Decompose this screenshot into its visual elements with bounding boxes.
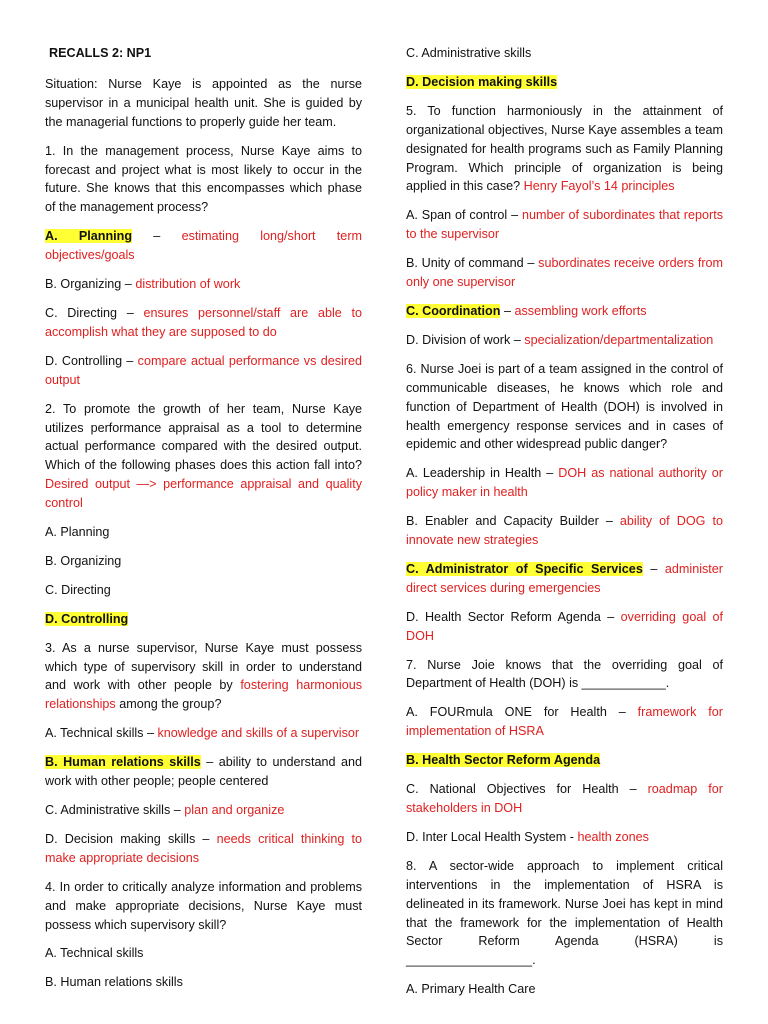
q5-a-label: A. Span of control – bbox=[406, 208, 522, 223]
q5-option-c bbox=[406, 302, 723, 321]
q6-answer-highlight: C. Administrator of Specific Services bbox=[406, 561, 643, 576]
q6-option-b bbox=[406, 512, 723, 550]
q3-option-c bbox=[45, 801, 362, 820]
q4-option-a: A. Technical skills bbox=[45, 946, 144, 961]
q1-option-c bbox=[45, 304, 362, 342]
q6-d-note: overriding goal of DOH bbox=[406, 609, 723, 643]
q6-option-c bbox=[406, 560, 723, 598]
q1-a-sep: – bbox=[132, 229, 182, 244]
q6-question: 6. Nurse Joei is part of a team assigned in the control of communicable diseases, he knows which role and function of Department of Health (DOH) is involved in health emergency response services and in cases of epidemic and other widespread public danger? bbox=[406, 361, 723, 452]
q6-d-label: D. Health Sector Reform Agenda – bbox=[406, 609, 621, 624]
q7-c-label: C. National Objectives for Health – bbox=[406, 782, 648, 797]
q7-answer-highlight: B. Health Sector Reform Agenda bbox=[406, 753, 601, 768]
q7-option-a bbox=[406, 703, 723, 741]
q2-question-note: Desired output —> performance appraisal and quality control bbox=[45, 477, 362, 511]
q5-question bbox=[406, 102, 723, 197]
q4-option-b: B. Human relations skills bbox=[45, 975, 183, 990]
q7-option-d bbox=[406, 828, 723, 847]
q7-d-note: health zones bbox=[577, 829, 649, 844]
q1-a-note: estimating long/short term objectives/goals bbox=[45, 229, 362, 263]
q4-option-c: C. Administrative skills bbox=[406, 46, 532, 60]
q3-d-label: D. Decision making skills – bbox=[45, 831, 217, 846]
q7-a-label: A. FOURmula ONE for Health – bbox=[406, 705, 638, 720]
q5-option-d bbox=[406, 331, 723, 350]
q3-question-text: 3. As a nurse supervisor, Nurse Kaye must possess which type of supervisory skill in order to understand and work with other people by bbox=[45, 640, 362, 693]
q3-answer-highlight: B. Human relations skills bbox=[45, 755, 201, 770]
q6-b-label: B. Enabler and Capacity Builder – bbox=[406, 514, 620, 529]
q7-a-note: framework for implementation of HSRA bbox=[406, 705, 723, 739]
q1-b-note: distribution of work bbox=[135, 277, 241, 292]
q3-a-note: knowledge and skills of a supervisor bbox=[157, 726, 360, 741]
q5-d-label: D. Division of work – bbox=[406, 332, 525, 347]
left-column bbox=[45, 44, 362, 1002]
q3-option-d bbox=[45, 830, 362, 868]
q8-question: 8. A sector-wide approach to implement critical interventions in the implementation of HSRA is delineated in its framework. Nurse Joei has kept in mind that the framework for the implementation of Health Sector Reform Agenda (HSRA) is __________________. bbox=[406, 858, 723, 968]
situation-text: Situation: Nurse Kaye is appointed as the nurse supervisor in a municipal health unit. She is guided by the managerial functions to properly guide her team. bbox=[45, 76, 362, 129]
q6-c-note: administer direct services during emergencies bbox=[406, 561, 723, 595]
page-title: RECALLS 2: NP1 bbox=[49, 46, 152, 60]
q6-option-d bbox=[406, 608, 723, 646]
q2-option-a: A. Planning bbox=[45, 525, 110, 540]
q3-b-rest: – ability to understand and work with other people; people centered bbox=[45, 755, 363, 789]
right-column bbox=[406, 44, 723, 1009]
q3-a-label: A. Technical skills – bbox=[45, 726, 158, 741]
q6-a-label: A. Leadership in Health – bbox=[406, 466, 559, 481]
q3-option-b bbox=[45, 753, 362, 791]
q3-c-note: plan and organize bbox=[184, 803, 285, 817]
q2-option-d bbox=[45, 610, 362, 629]
q2-question-text: 2. To promote the growth of her team, Nurse Kaye utilizes performance appraisal as a tool to determine actual performance compared with the desired output. Which of the following phases does this action fall into? bbox=[45, 401, 362, 473]
q3-d-note: needs critical thinking to make appropriate decisions bbox=[45, 831, 362, 865]
q1-option-d bbox=[45, 352, 362, 390]
q1-option-a bbox=[45, 227, 362, 265]
q1-answer-highlight: A. Planning bbox=[45, 229, 133, 244]
q7-question: 7. Nurse Joie knows that the overriding goal of Department of Health (DOH) is ____________. bbox=[406, 657, 723, 691]
q2-answer-highlight: D. Controlling bbox=[45, 611, 129, 626]
q1-c-label: C. Directing – bbox=[45, 305, 144, 320]
q7-option-b bbox=[406, 751, 723, 770]
q3-option-a bbox=[45, 724, 362, 743]
q1-b-label: B. Organizing – bbox=[45, 277, 136, 292]
q5-option-b bbox=[406, 254, 723, 292]
q5-a-note: number of subordinates that reports to the supervisor bbox=[406, 208, 723, 242]
q6-option-a bbox=[406, 464, 723, 502]
q1-d-label: D. Controlling – bbox=[45, 353, 138, 368]
q5-c-note: assembling work efforts bbox=[514, 303, 647, 318]
q2-question bbox=[45, 400, 362, 513]
q5-b-note: subordinates receive orders from only one supervisor bbox=[406, 256, 724, 290]
q5-question-note: Henry Fayol’s 14 principles bbox=[523, 179, 675, 194]
q5-answer-highlight: C. Coordination bbox=[406, 303, 501, 318]
q4-question: 4. In order to critically analyze information and problems and make appropriate decisions, Nurse Kaye must possess which supervisory skill? bbox=[45, 879, 362, 932]
q1-option-b bbox=[45, 275, 362, 294]
q2-option-c: C. Directing bbox=[45, 582, 111, 597]
q5-c-sep: – bbox=[500, 303, 515, 318]
q4-option-d bbox=[406, 73, 723, 92]
q3-c-label: C. Administrative skills – bbox=[45, 803, 185, 817]
q7-d-label: D. Inter Local Health System - bbox=[406, 829, 578, 844]
q5-option-a bbox=[406, 206, 723, 244]
q8-option-a: A. Primary Health Care bbox=[406, 982, 536, 997]
q6-c-sep: – bbox=[642, 561, 665, 576]
q1-c-note: ensures personnel/staff are able to accomplish what they are supposed to do bbox=[45, 305, 362, 339]
q2-option-b: B. Organizing bbox=[45, 553, 122, 568]
q5-question-text: 5. To function harmoniously in the attainment of organizational objectives, Nurse Kaye assembles a team designated for health programs such as Family Planning Program. Which principle of organization is being applied in this case? bbox=[406, 103, 723, 194]
q3-question-note: fostering harmonious relationships bbox=[45, 678, 362, 712]
q7-c-note: roadmap for stakeholders in DOH bbox=[406, 782, 723, 815]
q5-d-note: specialization/departmentalization bbox=[524, 332, 714, 347]
q1-d-note: compare actual performance vs desired output bbox=[45, 353, 362, 387]
q3-question-end: among the group? bbox=[115, 697, 222, 712]
q4-answer-highlight: D. Decision making skills bbox=[406, 74, 558, 89]
q6-b-note: ability of DOG to innovate new strategies bbox=[406, 514, 723, 548]
q1-question: 1. In the management process, Nurse Kaye aims to forecast and project what is most likely to occur in the future. She knows that this encompasses which phase of the management process? bbox=[45, 143, 362, 215]
q5-b-label: B. Unity of command – bbox=[406, 256, 539, 271]
q3-question bbox=[45, 639, 362, 715]
q7-option-c bbox=[406, 780, 723, 818]
q6-a-note: DOH as national authority or policy maker in health bbox=[406, 466, 724, 500]
